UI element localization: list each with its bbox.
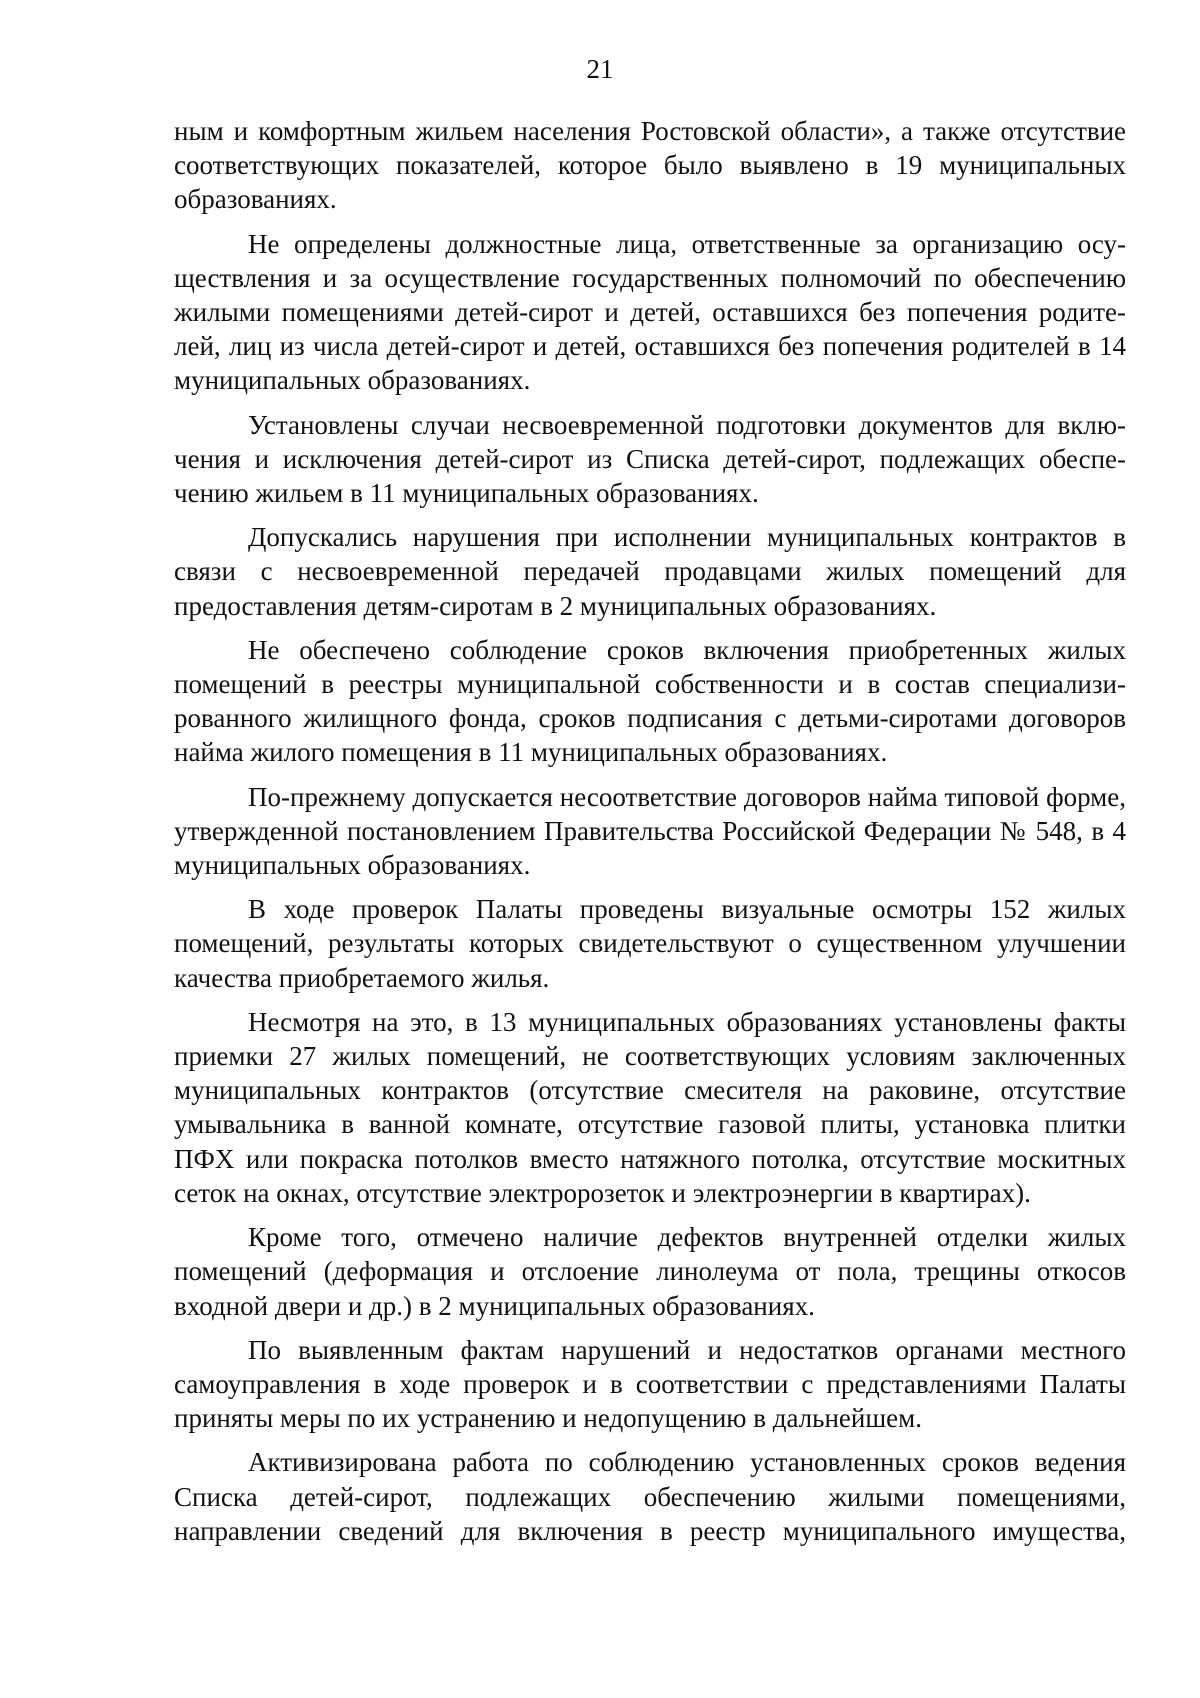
paragraph-contract-violations: Допускались нарушения при исполнении муниципальных контрактов в связи с несвоевременной передачей продавцами жилых помещений для предоставления детям-сиротам в 2 муниципальных образованиях. — [174, 522, 1126, 621]
paragraph-list-maintenance: Активизирована работа по соблюдению установленных сроков ведения Списка детей-сирот, подлежащих обеспечению жилыми помещениями, направлении сведений для включения в реестр муниципального имущества, — [174, 1447, 1126, 1546]
paragraph-untimely-documents: Установлены случаи несвоевременной подготовки документов для включения и исключения детей-сирот из Списка детей-сирот, подлежащих обеспечению жильем в 11 муниципальных образованиях. — [174, 409, 1126, 509]
paragraph-measures-taken: По выявленным фактам нарушений и недостатков органами местного самоуправления в ходе проверок и в соответствии с представлениями Палаты приняты меры по их устранению и недопущению в дальнейшем. — [174, 1334, 1126, 1434]
paragraph-registry-deadlines: Не обеспечено соблюдение сроков включения приобретенных жилых помещений в реестры муниципальной собственности и в состав специализированного жилищного фонда, сроков подписания с детьми-сиротами договоров найма жилого помещения в 11 муниципальных образованиях. — [174, 634, 1126, 768]
document-body — [174, 114, 1126, 1558]
paragraph-officials-not-defined: Не определены должностные лица, ответственные за организацию осуществления и за осуществление государственных полномочий по обеспечению жилыми помещениями детей-сирот и детей, оставшихся без попечения родителей, лиц из числа детей-сирот и детей, оставшихся без попечения родителей в 14 муниципальных образованиях. — [174, 228, 1126, 396]
paragraph-finishing-defects: Кроме того, отмечено наличие дефектов внутренней отделки жилых помещений (деформация и отслоение линолеума от пола, трещины откосов входной двери и др.) в 2 муниципальных образованиях. — [174, 1222, 1126, 1321]
paragraph-visual-inspections: В ходе проверок Палаты проведены визуальные осмотры 152 жилых помещений, результаты которых свидетельствуют о существенном улучшении качества приобретаемого жилья. — [174, 894, 1126, 993]
page-number: 21 — [586, 54, 614, 84]
paragraph-nonconforming-premises: Несмотря на это, в 13 муниципальных образованиях установлены факты приемки 27 жилых помещений, не соответствующих условиям заключенных муниципальных контрактов (отсутствие смесителя на раковине, отсутствие умывальника в ванной комнате, отсутствие газовой плиты, установка плитки ПФХ или покраска потолков вместо натяжного потолка, отсутствие москитных сеток на окнах, отсутствие электророзеток и электроэнергии в квартирах). — [174, 1006, 1126, 1208]
paragraph-lease-form-mismatch: По-прежнему допускается несоответствие договоров найма типовой форме, утвержденной постановлением Правительства Российской Федерации № 548, в 4 муниципальных образованиях. — [174, 781, 1126, 881]
paragraph-continuation: ным и комфортным жильем населения Ростовской области», а также отсутствие соответствующих показателей, которое было выявлено в 19 муниципальных образованиях. — [174, 116, 1126, 215]
